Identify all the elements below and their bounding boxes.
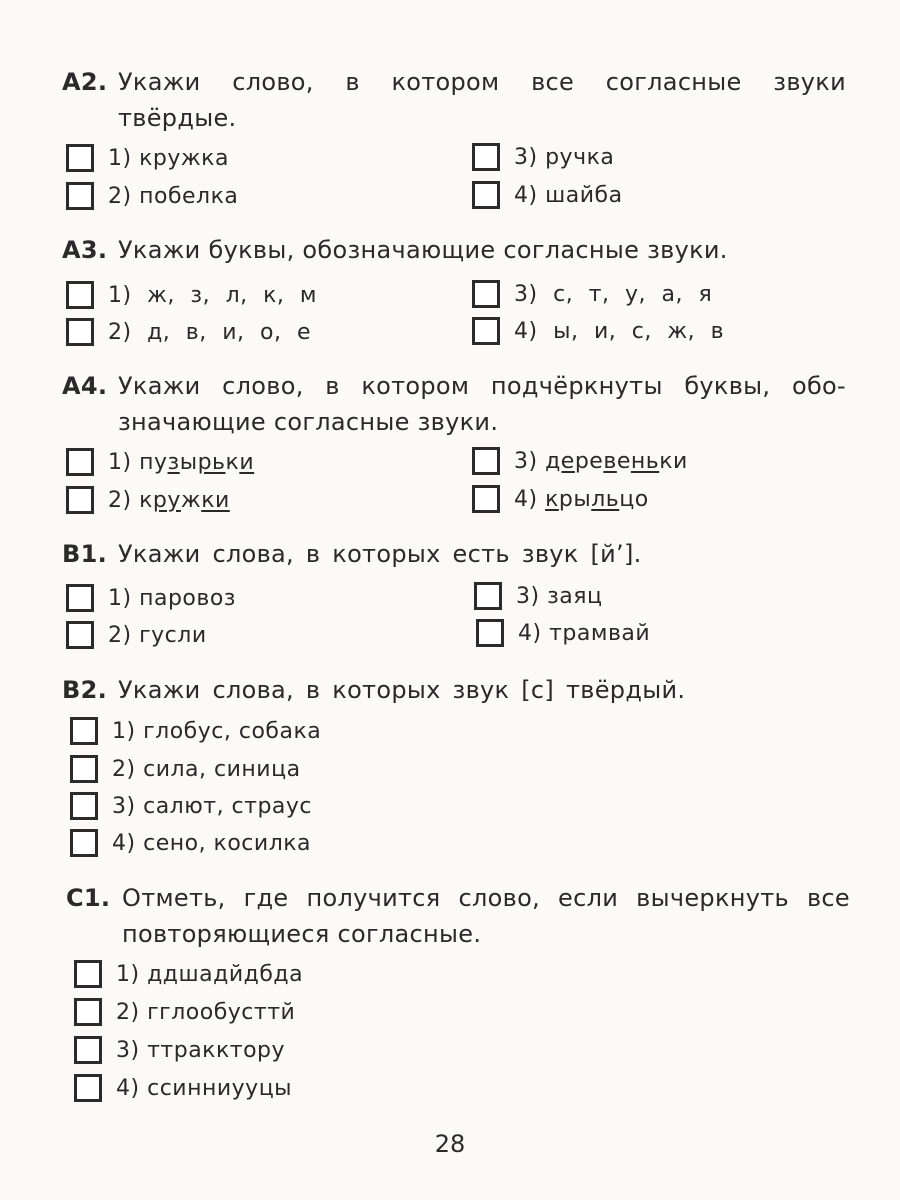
option-b1-3[interactable]: [474, 580, 602, 612]
answer-checkbox[interactable]: [74, 960, 102, 988]
question-a2: [62, 64, 846, 136]
question-text: Укажи слова, в которых звук [с] твёрдый.: [118, 676, 686, 704]
question-b2: [62, 672, 846, 708]
option-c1-2[interactable]: [74, 996, 295, 1028]
answer-checkbox[interactable]: [472, 280, 500, 308]
word-with-underlines: пузырьки: [139, 449, 255, 475]
answer-checkbox[interactable]: [70, 717, 98, 745]
question-text-line2: значающие согласные звуки.: [118, 408, 499, 436]
word-with-underlines: крыльцо: [545, 486, 649, 512]
option-c1-3[interactable]: [74, 1034, 285, 1066]
option-label: 2) гглообусттй: [116, 999, 296, 1025]
page-number: 28: [434, 1130, 466, 1158]
option-a4-3[interactable]: [472, 445, 688, 477]
option-b1-4[interactable]: [476, 617, 650, 649]
answer-checkbox[interactable]: [472, 485, 500, 513]
question-text-line1: Укажи слово, в котором подчёркнуты буквы, обо-: [118, 372, 846, 400]
answer-checkbox[interactable]: [66, 318, 94, 346]
option-b1-2[interactable]: [66, 619, 207, 651]
option-a2-4[interactable]: [472, 179, 623, 211]
answer-checkbox[interactable]: [476, 619, 504, 647]
option-a2-1[interactable]: [66, 142, 229, 174]
question-text-line1: Укажи слово, в котором все согласные звуки: [118, 68, 846, 96]
question-a3: [62, 232, 846, 268]
option-a4-1[interactable]: [66, 446, 254, 478]
option-label: 1) пузырьки: [108, 449, 255, 475]
question-number: А4.: [62, 372, 108, 400]
option-label: 1) глобус, собака: [112, 718, 322, 744]
answer-checkbox[interactable]: [472, 317, 500, 345]
word-with-underlines: кружки: [139, 487, 230, 513]
option-label: 2) кружки: [108, 487, 230, 513]
question-number: С1.: [66, 884, 111, 912]
option-label: 4) ссинниууцы: [116, 1075, 293, 1101]
option-label: 3) деревеньки: [514, 448, 688, 474]
option-label: 4) ы, и, с, ж, в: [514, 318, 725, 344]
option-label: 2) побелка: [108, 183, 239, 209]
option-label: 3) ручка: [514, 144, 615, 170]
question-text-line2: повторяющиеся согласные.: [122, 920, 482, 948]
answer-checkbox[interactable]: [66, 448, 94, 476]
option-label: 3) с, т, у, а, я: [514, 281, 713, 307]
question-number: А2.: [62, 68, 108, 96]
option-b2-4[interactable]: [70, 827, 311, 859]
answer-checkbox[interactable]: [474, 582, 502, 610]
question-c1: [66, 880, 850, 952]
option-label: 1) ж, з, л, к, м: [108, 282, 318, 308]
option-label: 2) сила, синица: [112, 756, 301, 782]
answer-checkbox[interactable]: [66, 486, 94, 514]
answer-checkbox[interactable]: [70, 829, 98, 857]
option-label: 2) д, в, и, о, е: [108, 319, 312, 345]
option-c1-1[interactable]: [74, 958, 303, 990]
option-a4-4[interactable]: [472, 483, 649, 515]
option-a4-2[interactable]: [66, 484, 230, 516]
question-text: Укажи буквы, обозначающие согласные звуки.: [118, 236, 728, 264]
question-b1: [62, 536, 846, 572]
option-label: 1) кружка: [108, 145, 229, 171]
word-with-underlines: деревеньки: [545, 448, 688, 474]
option-label: 4) шайба: [514, 182, 623, 208]
option-a3-4[interactable]: [472, 315, 724, 347]
option-c1-4[interactable]: [74, 1072, 292, 1104]
option-label: 2) гусли: [108, 622, 207, 648]
option-label: 3) салют, страус: [112, 793, 313, 819]
question-number: А3.: [62, 236, 108, 264]
option-label: 1) паровоз: [108, 585, 237, 611]
answer-checkbox[interactable]: [66, 584, 94, 612]
option-b2-1[interactable]: [70, 715, 321, 747]
question-text: Укажи слова, в которых есть звук [й’].: [118, 540, 642, 568]
question-text-line2: твёрдые.: [118, 104, 237, 132]
option-b1-1[interactable]: [66, 582, 236, 614]
option-b2-2[interactable]: [70, 753, 301, 785]
question-text-line1: Отметь, где получится слово, если вычеркнуть все: [122, 884, 850, 912]
option-a3-1[interactable]: [66, 279, 317, 311]
option-label: 3) заяц: [516, 583, 603, 609]
option-a3-2[interactable]: [66, 316, 311, 348]
option-label: 4) трамвай: [518, 620, 651, 646]
option-label: 3) ттракктору: [116, 1037, 286, 1063]
option-label: 4) крыльцо: [514, 486, 649, 512]
answer-checkbox[interactable]: [74, 1074, 102, 1102]
option-a2-3[interactable]: [472, 141, 614, 173]
question-number: В1.: [62, 540, 108, 568]
answer-checkbox[interactable]: [74, 998, 102, 1026]
answer-checkbox[interactable]: [472, 181, 500, 209]
answer-checkbox[interactable]: [66, 144, 94, 172]
answer-checkbox[interactable]: [70, 792, 98, 820]
question-number: В2.: [62, 676, 108, 704]
option-a2-2[interactable]: [66, 180, 238, 212]
question-a4: [62, 368, 846, 440]
answer-checkbox[interactable]: [66, 182, 94, 210]
answer-checkbox[interactable]: [70, 755, 98, 783]
option-a3-3[interactable]: [472, 278, 712, 310]
option-b2-3[interactable]: [70, 790, 312, 822]
option-label: 4) сено, косилка: [112, 830, 312, 856]
answer-checkbox[interactable]: [472, 447, 500, 475]
option-label: 1) ддшадйдбда: [116, 961, 304, 987]
answer-checkbox[interactable]: [74, 1036, 102, 1064]
answer-checkbox[interactable]: [66, 281, 94, 309]
answer-checkbox[interactable]: [472, 143, 500, 171]
answer-checkbox[interactable]: [66, 621, 94, 649]
